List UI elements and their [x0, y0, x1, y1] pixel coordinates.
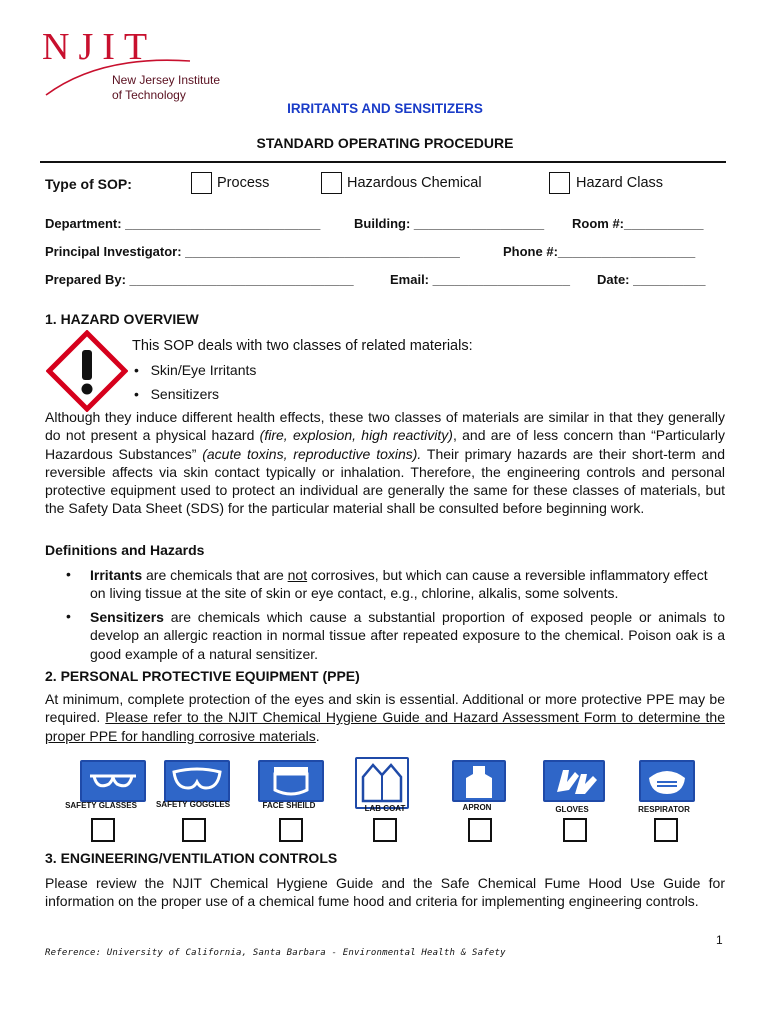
section-1-intro: This SOP deals with two classes of related materials:	[132, 338, 473, 354]
class-item-sensitizers-text: Sensitizers	[150, 386, 220, 402]
definition-bullet-1: •	[66, 566, 71, 582]
sop-hazard-class-checkbox[interactable]	[549, 172, 570, 194]
apron-checkbox[interactable]	[468, 818, 492, 842]
lab-coat-checkbox[interactable]	[373, 818, 397, 842]
definition-bullet-2: •	[66, 608, 71, 624]
face-shield-checkbox[interactable]	[279, 818, 303, 842]
email-field[interactable]: Email: ___________________	[390, 272, 570, 287]
para-part-a: Although they induce different health effects, these two classes of materials are similar in that they generally do not present a physical hazard	[45, 409, 725, 444]
definition-irritants	[90, 566, 725, 603]
section-2-link[interactable]: Please refer to the NJIT Chemical Hygiene Guide and Hazard Assessment Form to determine the proper PPE for handling corrosive materials	[45, 709, 725, 744]
header-rule	[40, 161, 726, 163]
section-3-heading: 3. ENGINEERING/VENTILATION CONTROLS	[45, 850, 338, 866]
date-field[interactable]: Date: __________	[597, 272, 706, 287]
safety-glasses-checkbox[interactable]	[91, 818, 115, 842]
definition-sensitizers-term: Sensitizers	[90, 609, 164, 625]
principal-investigator-field[interactable]: Principal Investigator: ______________________________________	[45, 244, 460, 259]
logo-wordmark: NJIT	[42, 26, 157, 68]
section-3-paragraph	[45, 874, 725, 911]
section-1-heading: 1. HAZARD OVERVIEW	[45, 311, 199, 327]
safety-goggles-checkbox[interactable]	[182, 818, 206, 842]
safety-goggles-icon	[164, 760, 230, 802]
definition-irritants-post: corrosives, but which can cause a reversible inflammatory effect on living tissue at the site of skin or eye contact, e.g., chlorine, alkalis, some solvents.	[90, 567, 708, 602]
njit-logo-graphic	[40, 25, 240, 105]
sop-hazardous-chemical-label: Hazardous Chemical	[347, 175, 482, 191]
ppe-label-apron: APRON	[462, 803, 492, 812]
document-title: IRRITANTS AND SENSITIZERS	[287, 101, 483, 116]
ppe-label-lab-coat: LAB COAT	[364, 804, 406, 813]
para-italic-b: (acute toxins, reproductive toxins).	[202, 445, 422, 462]
class-item-sensitizers: • Sensitizers	[134, 386, 220, 402]
gloves-icon	[543, 760, 605, 802]
safety-glasses-icon	[80, 760, 146, 802]
sop-process-label: Process	[217, 175, 270, 191]
logo-line1: New Jersey Institute	[112, 73, 221, 87]
para-part-b: , and are of less concern than “Particularly Hazardous Substances”	[45, 427, 725, 462]
lab-coat-icon	[355, 757, 409, 809]
section-2-end: .	[315, 727, 320, 744]
definitions-heading: Definitions and Hazards	[45, 542, 205, 558]
class-item-irritants: • Skin/Eye Irritants	[134, 362, 257, 378]
definition-irritants-pre: are chemicals that are	[142, 567, 288, 583]
department-field[interactable]: Department: ___________________________	[45, 216, 321, 231]
class-item-irritants-text: Skin/Eye Irritants	[150, 362, 257, 378]
ppe-label-safety-glasses: SAFETY GLASSES	[65, 801, 137, 810]
room-field[interactable]: Room #:___________	[572, 216, 704, 231]
gloves-checkbox[interactable]	[563, 818, 587, 842]
definition-sensitizers-text: are chemicals which cause a substantial proportion of exposed people or animals to develop an allergic reaction in normal tissue after repeated exposure to the chemical. Poison oak is a good example of a natural sensitizer.	[90, 609, 725, 662]
sop-hazard-class-label: Hazard Class	[576, 175, 664, 191]
phone-field[interactable]: Phone #:___________________	[503, 244, 696, 259]
footer-reference: Reference: University of California, Santa Barbara - Environmental Health & Safety	[45, 948, 506, 958]
document-subtitle: STANDARD OPERATING PROCEDURE	[256, 135, 514, 151]
apron-icon	[452, 760, 506, 802]
exclamation-hazard-icon	[46, 330, 128, 417]
ppe-label-face-shield: FACE SHEILD	[262, 801, 316, 810]
definition-sensitizers	[90, 608, 725, 663]
respirator-checkbox[interactable]	[654, 818, 678, 842]
para-italic-a: (fire, explosion, high reactivity)	[259, 427, 453, 444]
ppe-label-respirator: RESPIRATOR	[638, 805, 690, 814]
respirator-icon	[639, 760, 695, 802]
section-2-heading: 2. PERSONAL PROTECTIVE EQUIPMENT (PPE)	[45, 668, 360, 684]
logo-line2: of Technology	[112, 88, 186, 102]
sop-type-label: Type of SOP:	[45, 176, 132, 192]
sop-hazardous-chemical-checkbox[interactable]	[321, 172, 342, 194]
definition-irritants-term: Irritants	[90, 567, 143, 583]
page-number: 1	[716, 933, 723, 947]
ppe-label-gloves: GLOVES	[555, 805, 589, 814]
njit-logo	[40, 25, 240, 105]
face-shield-icon	[258, 760, 324, 802]
sop-process-checkbox[interactable]	[191, 172, 212, 194]
section-2-paragraph	[45, 690, 725, 745]
section-1-paragraph	[45, 408, 725, 518]
definition-irritants-not: not	[287, 567, 308, 583]
prepared-by-field[interactable]: Prepared By: _______________________________	[45, 272, 354, 287]
section-3-text: Please review the NJIT Chemical Hygiene Guide and the Safe Chemical Fume Hood Use Guide for information on the proper use of a chemical fume hood and criteria for implementing engineering controls.	[45, 875, 725, 910]
para-part-c: Their primary hazards are their short-term and reversible affects via skin contact typically or inhalation. Therefore, the engineering controls and personal protective equipment used to protect an individual are generally the same for these classes of materials, but the Safety Data Sheet (SDS) for the particular material shall be consulted before beginning work.	[45, 445, 725, 517]
building-field[interactable]: Building: __________________	[354, 216, 545, 231]
section-2-text: At minimum, complete protection of the eyes and skin is essential. Additional or more protective PPE may be required.	[45, 691, 725, 726]
ppe-label-safety-goggles: SAFETY GOGGLES	[155, 800, 231, 809]
